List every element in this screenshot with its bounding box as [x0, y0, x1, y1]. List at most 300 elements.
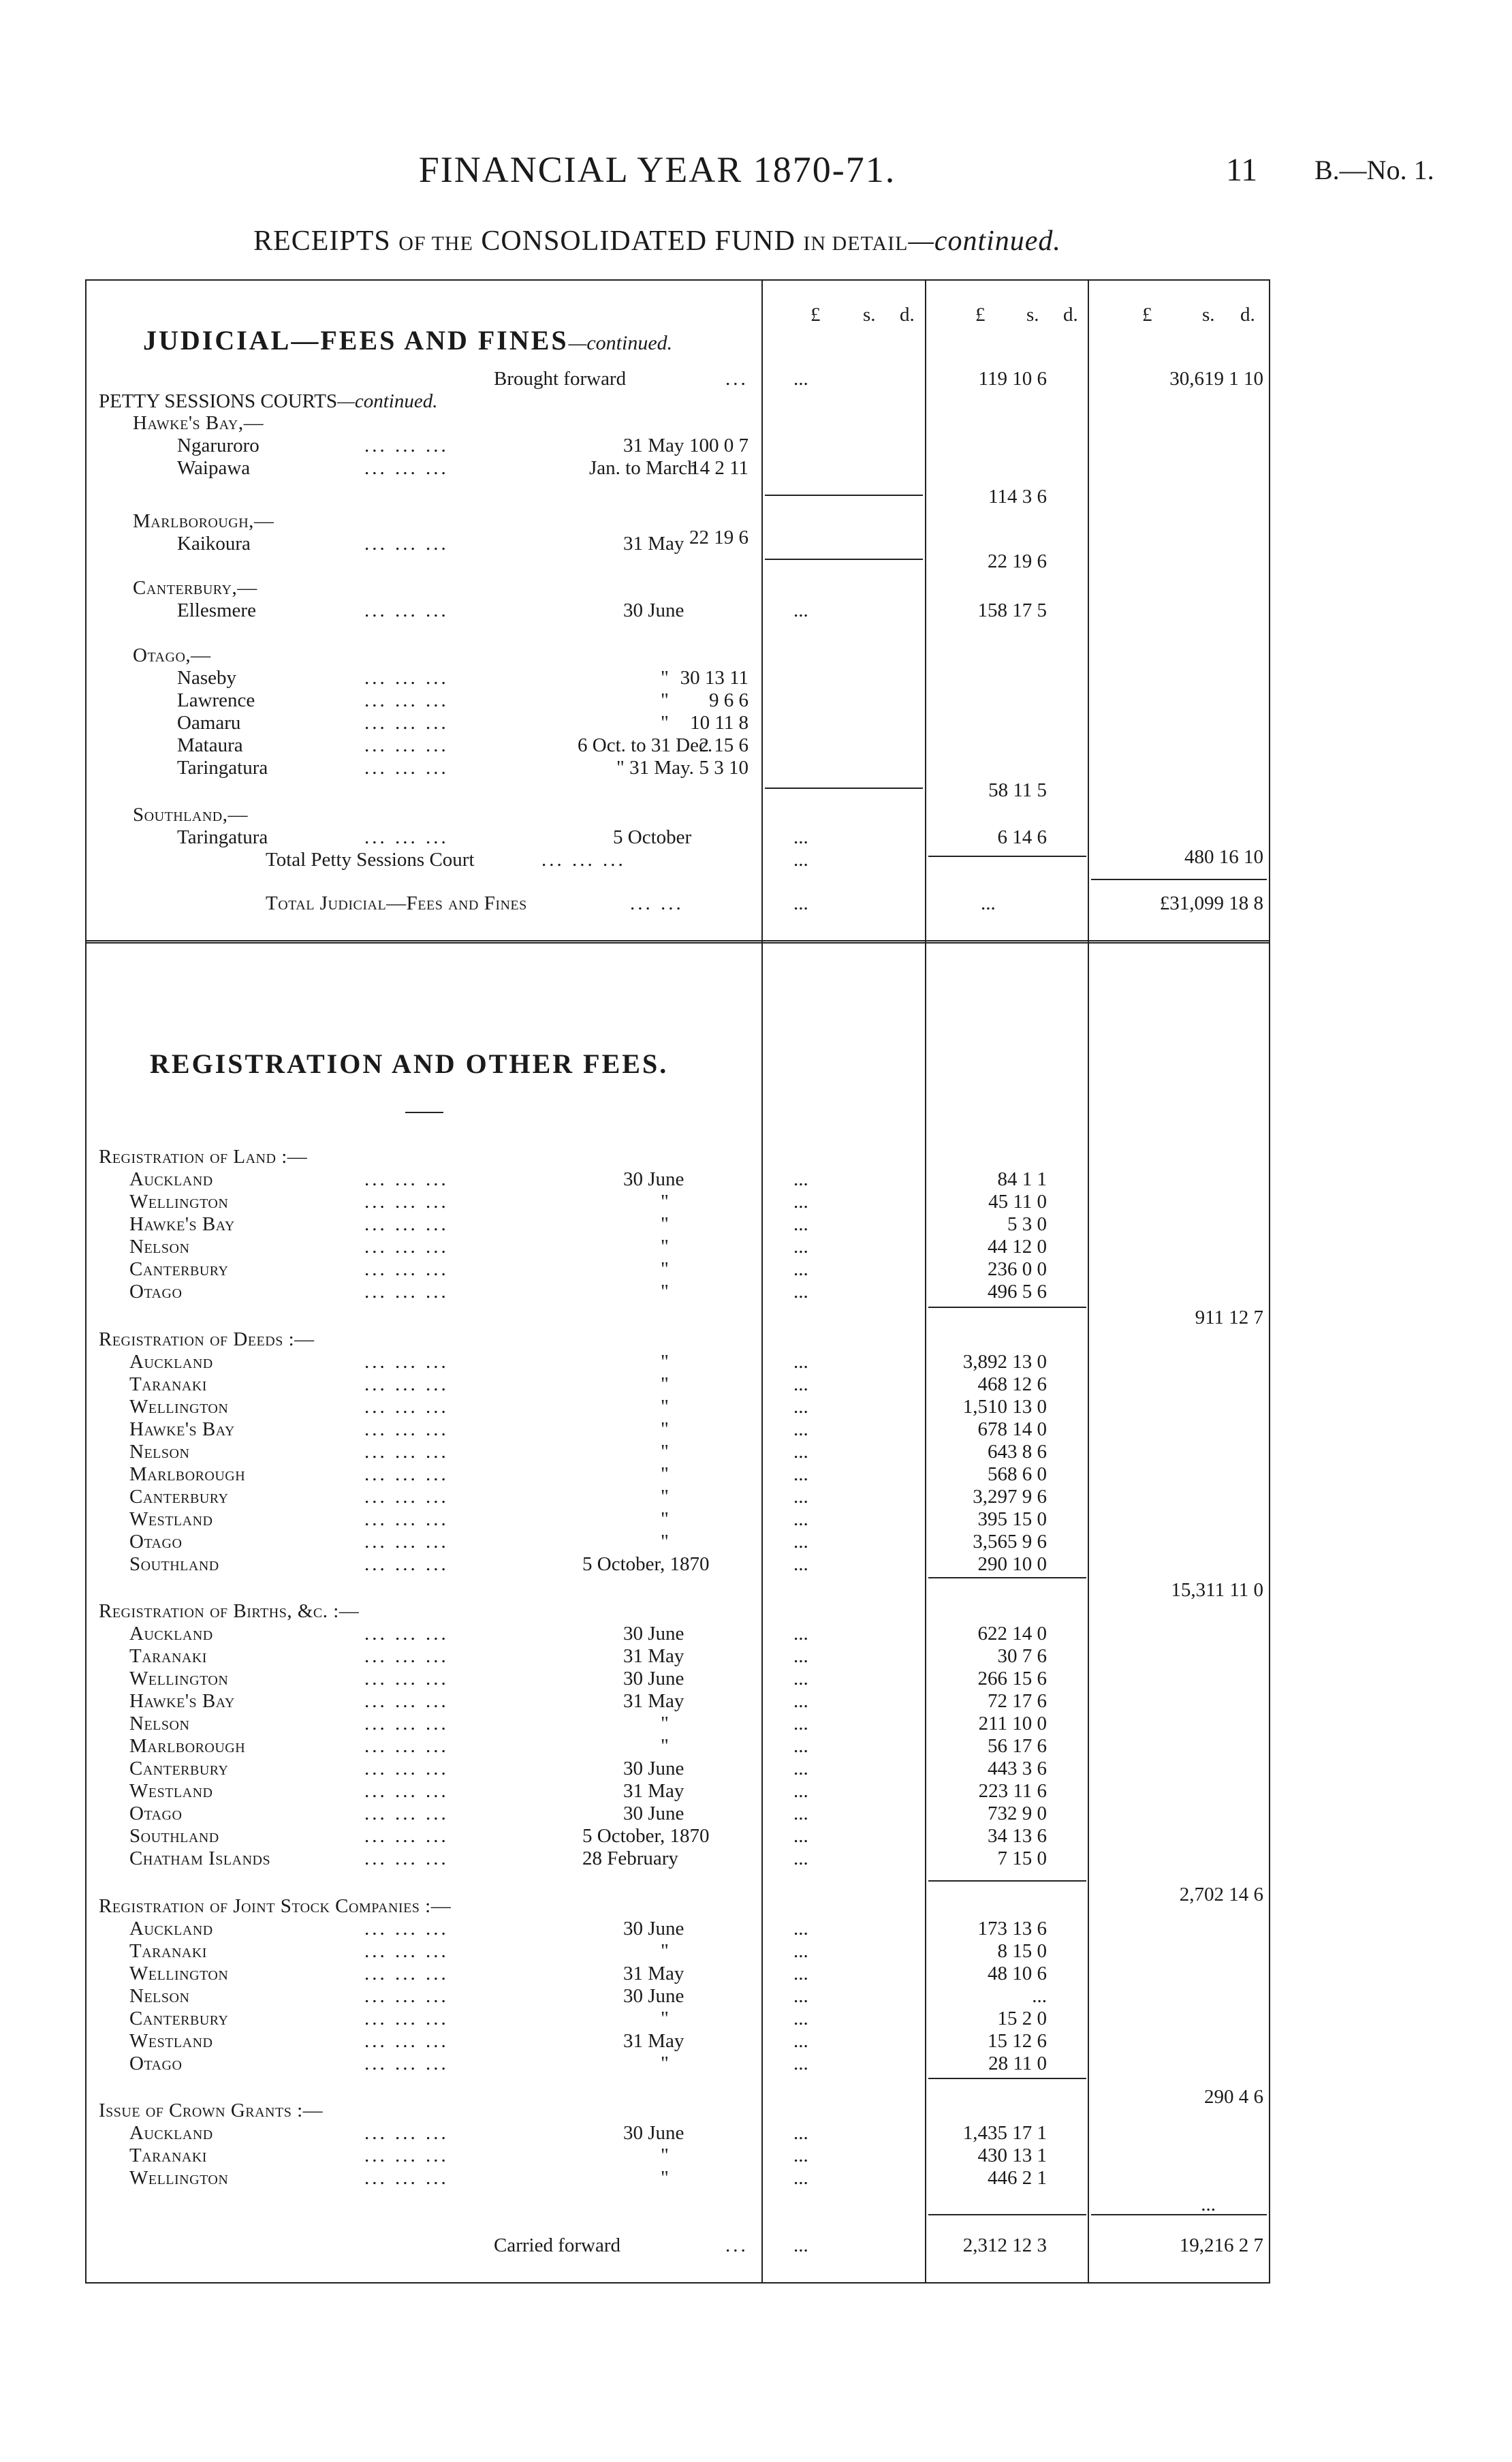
crown-grants-row-name: Taranaki	[129, 2145, 207, 2166]
mataura-name: Mataura	[177, 734, 243, 756]
births-row-name: Southland	[129, 1825, 219, 1847]
ngaruroro-date: 31 May	[623, 435, 684, 456]
petty-sessions-sum-line	[928, 856, 1086, 857]
crown-grants-row-col1: ...	[793, 2145, 808, 2166]
ellesmere-date: 30 June	[623, 599, 684, 621]
ngaruroro-name: Ngaruroro	[177, 435, 259, 456]
marlborough-sum-line	[765, 559, 923, 560]
land-row-dots: ... ... ...	[364, 1168, 449, 1190]
southland-taringatura-name: Taringatura	[177, 826, 268, 848]
brought-forward-col3: 30,619 1 10	[1169, 368, 1263, 390]
births-row-amount: 622 14 0	[977, 1623, 1047, 1645]
land-row-name: Auckland	[129, 1168, 213, 1190]
deeds-row-col1: ...	[793, 1486, 808, 1508]
otago-total: 58 11 5	[988, 779, 1047, 801]
kaikoura-amount: 22 19 6	[689, 527, 749, 548]
deeds-row-col1: ...	[793, 1531, 808, 1553]
registration-joint-stock-label: Registration of Joint Stock Companies :—	[99, 1895, 452, 1917]
joint-stock-row-name: Otago	[129, 2053, 183, 2074]
waipawa-date: Jan. to March	[589, 457, 697, 479]
deeds-row-name: Canterbury	[129, 1486, 229, 1508]
deeds-row-col1: ...	[793, 1396, 808, 1418]
births-row-col1: ...	[793, 1668, 808, 1689]
land-total: 911 12 7	[1195, 1307, 1263, 1328]
naseby-amount: 30 13 11	[680, 667, 749, 689]
land-row-amount: 496 5 6	[988, 1281, 1047, 1303]
births-row-dots: ... ... ...	[364, 1668, 449, 1689]
lawrence-date: "	[661, 689, 669, 711]
petty-sessions-text: PETTY SESSIONS COURTS	[99, 390, 338, 412]
land-row-col1: ...	[793, 1168, 808, 1190]
deeds-row-dots: ... ... ...	[364, 1373, 449, 1395]
ellesmere-name: Ellesmere	[177, 599, 256, 621]
land-row-date: "	[661, 1213, 669, 1235]
total-petty-col1: ...	[793, 849, 808, 871]
births-row-dots: ... ... ...	[364, 1825, 449, 1847]
joint-stock-row-dots: ... ... ...	[364, 1963, 449, 1984]
page-number: 11	[1226, 152, 1258, 188]
waipawa-name: Waipawa	[177, 457, 251, 479]
deeds-row-amount: 568 6 0	[988, 1463, 1047, 1485]
births-row-name: Auckland	[129, 1623, 213, 1645]
judicial-heading-text: JUDICIAL—FEES AND FINES	[143, 325, 569, 356]
land-row-col1: ...	[793, 1236, 808, 1258]
col3-pence-header: d.	[1240, 304, 1255, 326]
deeds-row-amount: 395 15 0	[977, 1508, 1047, 1530]
col1-pound-header: £	[810, 304, 821, 326]
deeds-total: 15,311 11 0	[1171, 1579, 1263, 1601]
joint-stock-row-col1: ...	[793, 1985, 808, 2007]
kaikoura-name: Kaikoura	[177, 533, 251, 555]
births-row-col1: ...	[793, 1803, 808, 1824]
ellesmere-amount: 158 17 5	[977, 599, 1047, 621]
land-row-date: "	[661, 1258, 669, 1280]
births-row-date: 28 February	[582, 1848, 678, 1869]
joint-stock-row-dots: ... ... ...	[364, 2008, 449, 2029]
deeds-row-dots: ... ... ...	[364, 1486, 449, 1508]
land-row-amount: 236 0 0	[988, 1258, 1047, 1280]
deeds-sum-line	[928, 1577, 1086, 1578]
births-sum-line	[928, 1880, 1086, 1882]
deeds-row-date: "	[661, 1441, 669, 1463]
deeds-row-col1: ...	[793, 1463, 808, 1485]
births-row-dots: ... ... ...	[364, 1803, 449, 1824]
births-row-dots: ... ... ...	[364, 1623, 449, 1645]
deeds-row-date: "	[661, 1463, 669, 1485]
births-row-amount: 211 10 0	[978, 1713, 1047, 1734]
deeds-row-dots: ... ... ...	[364, 1418, 449, 1440]
land-sum-line	[928, 1307, 1086, 1308]
registration-heading-rule	[405, 1112, 443, 1113]
deeds-row-amount: 290 10 0	[977, 1553, 1047, 1575]
total-judicial-col2: ...	[981, 892, 996, 914]
waipawa-amount: 14 2 11	[690, 457, 749, 479]
brought-forward-col1: ...	[793, 368, 808, 390]
land-row-col1: ...	[793, 1281, 808, 1303]
oamaru-dots: ... ... ...	[364, 712, 449, 734]
marlborough-total: 22 19 6	[988, 550, 1047, 572]
deeds-row-date: "	[661, 1531, 669, 1553]
table-top-rule	[85, 279, 1270, 281]
births-row-amount: 7 15 0	[997, 1848, 1047, 1869]
brought-forward-col2: 119 10 6	[978, 368, 1047, 390]
registration-heading: REGISTRATION AND OTHER FEES.	[150, 1048, 669, 1079]
births-row-amount: 34 13 6	[988, 1825, 1047, 1847]
petty-sessions-cont: —continued.	[337, 390, 438, 412]
deeds-row-name: Marlborough	[129, 1463, 246, 1485]
otago-sum-line	[765, 788, 923, 789]
hawkes-bay-sum-line	[765, 495, 923, 496]
subtitle-receipts: RECEIPTS	[253, 225, 391, 257]
joint-stock-row-name: Canterbury	[129, 2008, 229, 2029]
births-row-date: 31 May	[623, 1645, 684, 1667]
kaikoura-date: 31 May	[623, 533, 684, 555]
lawrence-name: Lawrence	[177, 689, 255, 711]
deeds-row-dots: ... ... ...	[364, 1396, 449, 1418]
hawkes-bay-total: 114 3 6	[988, 486, 1047, 508]
joint-stock-row-amount: 15 12 6	[988, 2030, 1047, 2052]
document-reference: B.—No. 1.	[1314, 155, 1434, 185]
col1-pence-header: d.	[900, 304, 915, 326]
joint-stock-row-amount: ...	[1032, 1985, 1047, 2007]
births-row-col1: ...	[793, 1645, 808, 1667]
carried-forward-label: Carried forward	[494, 2234, 620, 2256]
births-row-name: Otago	[129, 1803, 183, 1824]
receipts-table	[85, 279, 1270, 2282]
land-row-col1: ...	[793, 1191, 808, 1213]
births-row-name: Chatham Islands	[129, 1848, 271, 1869]
taringatura-date: " 31 May.	[616, 757, 694, 779]
kaikoura-dots: ... ... ...	[364, 533, 449, 555]
southland-dots: ... ... ...	[364, 826, 449, 848]
registration-deeds-label: Registration of Deeds :—	[99, 1328, 315, 1350]
ngaruroro-dots: ... ... ...	[364, 435, 449, 456]
joint-stock-row-date: 31 May	[623, 1963, 684, 1984]
total-judicial-amount: £31,099 18 8	[1159, 892, 1263, 914]
petty-sessions-heading	[99, 390, 438, 413]
births-row-col1: ...	[793, 1848, 808, 1869]
births-row-dots: ... ... ...	[364, 1848, 449, 1869]
joint-stock-sum-line	[928, 2078, 1086, 2079]
joint-stock-row-date: 30 June	[623, 1918, 684, 1939]
column-divider-3	[1088, 279, 1089, 2282]
land-row-name: Otago	[129, 1281, 183, 1303]
births-row-name: Canterbury	[129, 1758, 229, 1779]
subtitle-continued: —continued.	[908, 225, 1061, 257]
land-row-amount: 45 11 0	[988, 1191, 1047, 1213]
crown-grants-row-name: Auckland	[129, 2122, 213, 2144]
marlborough-label: Marlborough,—	[133, 510, 274, 532]
naseby-name: Naseby	[177, 667, 236, 689]
registration-births-label: Registration of Births, &c. :—	[99, 1600, 360, 1622]
births-row-amount: 72 17 6	[988, 1690, 1047, 1712]
crown-grants-row-col1: ...	[793, 2122, 808, 2144]
deeds-row-dots: ... ... ...	[364, 1463, 449, 1485]
deeds-row-name: Hawke's Bay	[129, 1418, 235, 1440]
ellesmere-dots: ... ... ...	[364, 599, 449, 621]
joint-stock-row-date: "	[661, 2008, 669, 2029]
hawkes-bay-label: Hawke's Bay,—	[133, 412, 264, 434]
births-row-date: "	[661, 1713, 669, 1734]
crown-grants-row-dots: ... ... ...	[364, 2145, 449, 2166]
joint-stock-row-col1: ...	[793, 2030, 808, 2052]
crown-grants-row-amount: 1,435 17 1	[962, 2122, 1047, 2144]
grants-sum-line	[928, 2214, 1086, 2215]
joint-stock-row-name: Wellington	[129, 1963, 229, 1984]
land-row-dots: ... ... ...	[364, 1191, 449, 1213]
page-subtitle	[0, 225, 1314, 258]
deeds-row-date: "	[661, 1418, 669, 1440]
taringatura-name: Taringatura	[177, 757, 268, 779]
births-row-date: 31 May	[623, 1780, 684, 1802]
crown-grants-total: ...	[1201, 2194, 1216, 2215]
births-row-col1: ...	[793, 1780, 808, 1802]
deeds-row-date: "	[661, 1396, 669, 1418]
births-row-date: 30 June	[623, 1668, 684, 1689]
southland-label: Southland,—	[133, 804, 248, 826]
land-row-name: Hawke's Bay	[129, 1213, 235, 1235]
land-row-amount: 84 1 1	[997, 1168, 1047, 1190]
mataura-amount: 2 15 6	[699, 734, 749, 756]
land-row-name: Wellington	[129, 1191, 229, 1213]
southland-date: 5 October	[613, 826, 692, 848]
land-row-amount: 44 12 0	[988, 1236, 1047, 1258]
land-row-amount: 5 3 0	[1007, 1213, 1047, 1235]
crown-grants-row-amount: 430 13 1	[977, 2145, 1047, 2166]
births-row-amount: 266 15 6	[977, 1668, 1047, 1689]
joint-stock-row-amount: 28 11 0	[988, 2053, 1047, 2074]
col3-shilling-header: s.	[1202, 304, 1215, 326]
births-row-date: 5 October, 1870	[582, 1825, 710, 1847]
joint-stock-row-col1: ...	[793, 1918, 808, 1939]
births-total: 2,702 14 6	[1179, 1884, 1263, 1905]
joint-stock-row-col1: ...	[793, 1940, 808, 1962]
crown-grants-row-dots: ... ... ...	[364, 2167, 449, 2189]
subtitle-of-the: OF THE	[398, 232, 473, 255]
births-row-date: "	[661, 1735, 669, 1757]
land-row-date: "	[661, 1281, 669, 1303]
joint-stock-row-amount: 8 15 0	[997, 1940, 1047, 1962]
column-divider-2	[925, 279, 926, 2282]
joint-stock-row-dots: ... ... ...	[364, 1918, 449, 1939]
taringatura-amount: 5 3 10	[699, 757, 749, 779]
joint-stock-row-dots: ... ... ...	[364, 1985, 449, 2007]
deeds-row-amount: 678 14 0	[977, 1418, 1047, 1440]
col2-shilling-header: s.	[1026, 304, 1039, 326]
land-row-name: Canterbury	[129, 1258, 229, 1280]
joint-stock-row-date: 31 May	[623, 2030, 684, 2052]
southland-col1: ...	[793, 826, 808, 848]
births-row-col1: ...	[793, 1690, 808, 1712]
joint-stock-row-col1: ...	[793, 2053, 808, 2074]
col1-shilling-header: s.	[863, 304, 876, 326]
deeds-row-dots: ... ... ...	[364, 1351, 449, 1373]
total-petty-amount: 480 16 10	[1184, 846, 1263, 868]
page-title: FINANCIAL YEAR 1870-71.	[418, 149, 896, 190]
joint-stock-row-date: 30 June	[623, 1985, 684, 2007]
births-row-name: Marlborough	[129, 1735, 246, 1757]
land-row-date: "	[661, 1191, 669, 1213]
births-row-name: Westland	[129, 1780, 213, 1802]
births-row-amount: 223 11 6	[978, 1780, 1047, 1802]
joint-stock-row-date: "	[661, 1940, 669, 1962]
joint-stock-row-amount: 173 13 6	[977, 1918, 1047, 1939]
deeds-row-col1: ...	[793, 1351, 808, 1373]
carried-forward-dots: ...	[725, 2234, 749, 2256]
table-border-right	[1269, 279, 1270, 2282]
deeds-row-col1: ...	[793, 1508, 808, 1530]
joint-stock-row-name: Nelson	[129, 1985, 190, 2007]
naseby-dots: ... ... ...	[364, 667, 449, 689]
births-row-amount: 443 3 6	[988, 1758, 1047, 1779]
table-border-left	[85, 279, 86, 2282]
births-row-date: 30 June	[623, 1623, 684, 1645]
joint-stock-row-amount: 48 10 6	[988, 1963, 1047, 1984]
joint-stock-row-name: Westland	[129, 2030, 213, 2052]
judicial-total-rule	[1091, 879, 1267, 880]
column-divider-1	[761, 279, 763, 2282]
subtitle-fund: CONSOLIDATED FUND	[481, 225, 796, 257]
total-petty-sessions-label: Total Petty Sessions Court	[266, 849, 475, 871]
births-row-name: Wellington	[129, 1668, 229, 1689]
deeds-row-name: Taranaki	[129, 1373, 207, 1395]
total-judicial-dots: ... ...	[630, 892, 684, 914]
births-row-dots: ... ... ...	[364, 1735, 449, 1757]
joint-stock-row-col1: ...	[793, 2008, 808, 2029]
carried-forward-col1: ...	[793, 2234, 808, 2256]
judicial-heading	[143, 324, 672, 356]
deeds-row-name: Southland	[129, 1553, 219, 1575]
crown-grants-row-dots: ... ... ...	[364, 2122, 449, 2144]
deeds-row-col1: ...	[793, 1441, 808, 1463]
crown-grants-label: Issue of Crown Grants :—	[99, 2100, 324, 2121]
births-row-col1: ...	[793, 1758, 808, 1779]
deeds-row-col1: ...	[793, 1418, 808, 1440]
ellesmere-col1: ...	[793, 599, 808, 621]
southland-amount: 6 14 6	[997, 826, 1047, 848]
deeds-row-date: "	[661, 1351, 669, 1373]
brought-forward-dots: ...	[725, 368, 749, 390]
land-row-name: Nelson	[129, 1236, 190, 1258]
joint-stock-row-dots: ... ... ...	[364, 2030, 449, 2052]
deeds-row-amount: 3,565 9 6	[973, 1531, 1047, 1553]
mataura-dots: ... ... ...	[364, 734, 449, 756]
crown-grants-row-date: "	[661, 2167, 669, 2189]
births-row-dots: ... ... ...	[364, 1690, 449, 1712]
births-row-name: Taranaki	[129, 1645, 207, 1667]
deeds-row-amount: 3,892 13 0	[962, 1351, 1047, 1373]
subtitle-in-detail: IN DETAIL	[803, 232, 909, 255]
carried-sum-line	[1091, 2214, 1267, 2215]
births-row-date: 30 June	[623, 1803, 684, 1824]
oamaru-date: "	[661, 712, 669, 734]
births-row-dots: ... ... ...	[364, 1758, 449, 1779]
crown-grants-row-col1: ...	[793, 2167, 808, 2189]
births-row-dots: ... ... ...	[364, 1780, 449, 1802]
col2-pence-header: d.	[1063, 304, 1078, 326]
crown-grants-row-amount: 446 2 1	[988, 2167, 1047, 2189]
crown-grants-row-date: 30 June	[623, 2122, 684, 2144]
crown-grants-row-date: "	[661, 2145, 669, 2166]
total-petty-dots: ... ... ...	[541, 849, 626, 871]
births-row-amount: 732 9 0	[988, 1803, 1047, 1824]
births-row-dots: ... ... ...	[364, 1645, 449, 1667]
joint-stock-total: 290 4 6	[1204, 2086, 1263, 2108]
col2-pound-header: £	[975, 304, 986, 326]
brought-forward-label: Brought forward	[494, 368, 627, 390]
naseby-date: "	[661, 667, 669, 689]
otago-label: Otago,—	[133, 644, 211, 666]
deeds-row-amount: 1,510 13 0	[962, 1396, 1047, 1418]
deeds-row-date: "	[661, 1486, 669, 1508]
land-row-col1: ...	[793, 1213, 808, 1235]
land-row-date: 30 June	[623, 1168, 684, 1190]
lawrence-amount: 9 6 6	[709, 689, 749, 711]
deeds-row-dots: ... ... ...	[364, 1553, 449, 1575]
judicial-heading-cont: —continued.	[568, 332, 673, 354]
deeds-row-name: Wellington	[129, 1396, 229, 1418]
births-row-amount: 56 17 6	[988, 1735, 1047, 1757]
deeds-row-dots: ... ... ...	[364, 1508, 449, 1530]
births-row-date: 30 June	[623, 1758, 684, 1779]
total-judicial-label: Total Judicial—Fees and Fines	[266, 892, 527, 914]
taringatura-dots: ... ... ...	[364, 757, 449, 779]
land-row-dots: ... ... ...	[364, 1281, 449, 1303]
deeds-row-amount: 468 12 6	[977, 1373, 1047, 1395]
land-row-dots: ... ... ...	[364, 1213, 449, 1235]
oamaru-amount: 10 11 8	[690, 712, 749, 734]
births-row-date: 31 May	[623, 1690, 684, 1712]
col3-pound-header: £	[1142, 304, 1152, 326]
deeds-row-col1: ...	[793, 1553, 808, 1575]
births-row-name: Hawke's Bay	[129, 1690, 235, 1712]
table-bottom-rule	[85, 2282, 1270, 2284]
deeds-row-dots: ... ... ...	[364, 1531, 449, 1553]
carried-forward-col3: 19,216 2 7	[1179, 2234, 1263, 2256]
births-row-col1: ...	[793, 1713, 808, 1734]
section-divider-rule	[85, 940, 1270, 944]
land-row-dots: ... ... ...	[364, 1258, 449, 1280]
joint-stock-row-dots: ... ... ...	[364, 1940, 449, 1962]
total-judicial-col1: ...	[793, 892, 808, 914]
deeds-row-name: Westland	[129, 1508, 213, 1530]
land-row-date: "	[661, 1236, 669, 1258]
canterbury-label: Canterbury,—	[133, 577, 257, 599]
joint-stock-row-date: "	[661, 2053, 669, 2074]
deeds-row-name: Auckland	[129, 1351, 213, 1373]
deeds-row-date: "	[661, 1508, 669, 1530]
registration-land-label: Registration of Land :—	[99, 1146, 308, 1168]
births-row-name: Nelson	[129, 1713, 190, 1734]
births-row-amount: 30 7 6	[997, 1645, 1047, 1667]
land-row-col1: ...	[793, 1258, 808, 1280]
deeds-row-date: "	[661, 1373, 669, 1395]
crown-grants-row-name: Wellington	[129, 2167, 229, 2189]
deeds-row-amount: 643 8 6	[988, 1441, 1047, 1463]
waipawa-dots: ... ... ...	[364, 457, 449, 479]
carried-forward-col2: 2,312 12 3	[962, 2234, 1047, 2256]
land-row-dots: ... ... ...	[364, 1236, 449, 1258]
deeds-row-col1: ...	[793, 1373, 808, 1395]
deeds-row-name: Otago	[129, 1531, 183, 1553]
births-row-col1: ...	[793, 1623, 808, 1645]
deeds-row-dots: ... ... ...	[364, 1441, 449, 1463]
deeds-row-name: Nelson	[129, 1441, 190, 1463]
births-row-col1: ...	[793, 1735, 808, 1757]
oamaru-name: Oamaru	[177, 712, 241, 734]
joint-stock-row-name: Taranaki	[129, 1940, 207, 1962]
mataura-date: 6 Oct. to 31 Dec.	[578, 734, 713, 756]
